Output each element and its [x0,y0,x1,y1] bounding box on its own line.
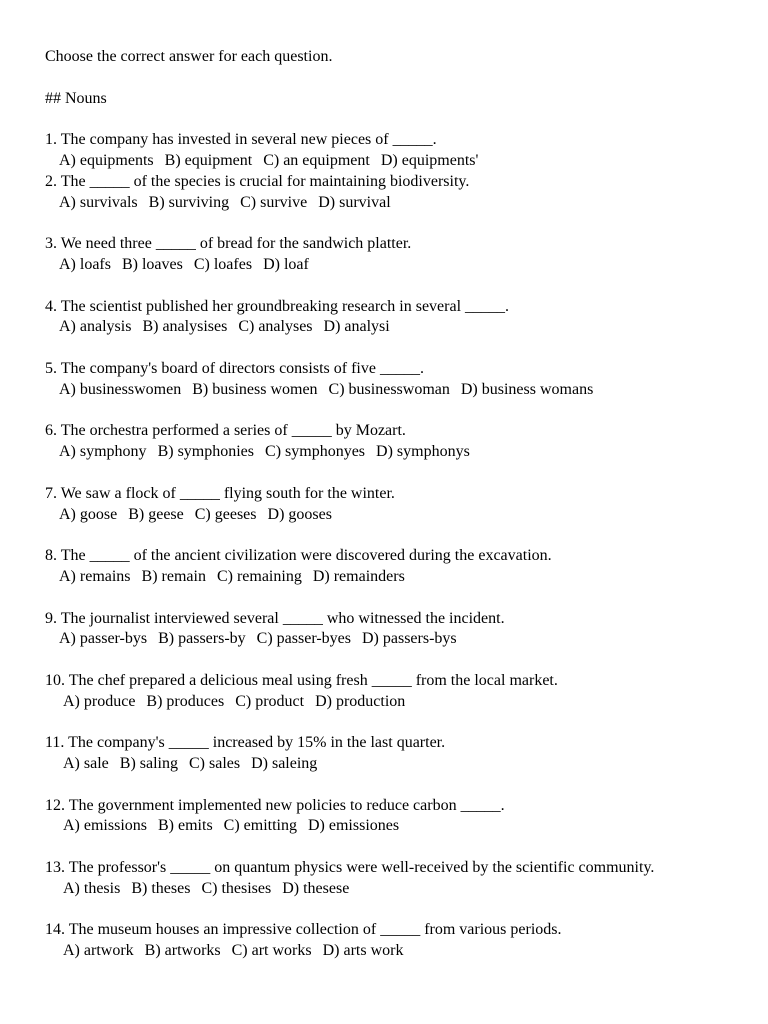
answer-option-d[interactable]: D) symphonys [376,443,470,461]
spacer [45,109,745,130]
answer-option-a[interactable]: A) symphony [59,443,147,461]
answer-option-b[interactable]: B) business women [192,380,318,398]
answer-option-d[interactable]: D) passers-bys [361,630,457,648]
answer-option-b[interactable]: B) surviving [148,193,230,211]
answer-option-a[interactable]: A) sale [63,755,109,773]
answer-option-a[interactable]: A) businesswomen [59,380,182,398]
answer-options [45,380,745,401]
spacer [45,401,745,422]
answer-options [45,629,745,650]
answer-option-b[interactable]: B) artworks [144,942,221,960]
answer-option-c[interactable]: C) art works [231,942,312,960]
question-7 [45,484,745,526]
spacer [45,338,745,359]
question-text: 8. The _____ of the ancient civilization were discovered during the excavation. [45,547,552,565]
answer-option-b[interactable]: B) analysises [142,318,228,336]
question-9 [45,609,745,651]
question-text: 3. We need three _____ of bread for the sandwich platter. [45,235,412,253]
answer-option-c[interactable]: C) remaining [216,567,302,585]
spacer [45,68,745,89]
answer-option-a[interactable]: A) loafs [59,255,111,273]
question-10 [45,671,745,713]
answer-option-b[interactable]: B) loaves [121,255,183,273]
section-heading: ## Nouns [45,89,107,107]
answer-option-c[interactable]: C) survive [240,193,308,211]
question-text: 9. The journalist interviewed several _____ who witnessed the incident. [45,609,505,627]
answer-option-a[interactable]: A) equipments [59,151,154,169]
answer-option-a[interactable]: A) remains [59,567,131,585]
question-text: 6. The orchestra performed a series of _____ by Mozart. [45,422,406,440]
spacer [45,213,745,234]
answer-option-d[interactable]: D) saleing [251,755,318,773]
question-text: 14. The museum houses an impressive collection of _____ from various periods. [45,921,562,939]
question-5 [45,359,745,401]
answer-option-d[interactable]: D) thesese [282,879,350,897]
answer-options [45,879,745,900]
answer-option-b[interactable]: B) symphonies [157,443,255,461]
answer-option-d[interactable]: D) remainders [312,567,405,585]
spacer [45,775,745,796]
question-1 [45,130,745,172]
question-text: 2. The _____ of the species is crucial for maintaining biodiversity. [45,172,470,190]
answer-option-d[interactable]: D) survival [318,193,391,211]
worksheet [45,47,745,962]
answer-option-c[interactable]: C) passer-byes [256,630,351,648]
answer-options [45,816,745,837]
spacer [45,525,745,546]
answer-option-a[interactable]: A) survivals [59,193,138,211]
answer-options [45,505,745,526]
question-2 [45,172,745,214]
question-text: 12. The government implemented new policies to reduce carbon _____. [45,796,505,814]
answer-options [45,193,745,214]
answer-options [45,692,745,713]
question-text: 10. The chef prepared a delicious meal using fresh _____ from the local market. [45,671,558,689]
answer-option-c[interactable]: C) geeses [194,505,257,523]
spacer [45,276,745,297]
question-text: 1. The company has invested in several new pieces of _____. [45,131,437,149]
answer-options [45,442,745,463]
answer-option-c[interactable]: C) sales [188,755,241,773]
answer-options [45,567,745,588]
question-text: 13. The professor's _____ on quantum physics were well-received by the scientific community. [45,859,655,877]
answer-option-b[interactable]: B) saling [119,755,178,773]
answer-option-a[interactable]: A) artwork [63,942,134,960]
answer-option-c[interactable]: C) businesswoman [328,380,450,398]
answer-option-a[interactable]: A) goose [59,505,118,523]
answer-option-a[interactable]: A) thesis [63,879,121,897]
answer-option-d[interactable]: D) analysi [323,318,390,336]
question-14 [45,920,745,962]
question-11 [45,733,745,775]
question-list [45,130,745,962]
spacer [45,713,745,734]
answer-option-c[interactable]: C) thesises [201,879,272,897]
question-3 [45,234,745,276]
answer-option-c[interactable]: C) an equipment [263,151,370,169]
question-6 [45,421,745,463]
answer-option-b[interactable]: B) emits [158,817,213,835]
answer-option-a[interactable]: A) analysis [59,318,132,336]
question-8 [45,546,745,588]
answer-option-d[interactable]: D) gooses [267,505,332,523]
answer-option-b[interactable]: B) passers-by [158,630,246,648]
question-text: 11. The company's _____ increased by 15% in the last quarter. [45,734,446,752]
question-4 [45,297,745,339]
question-text: 7. We saw a flock of _____ flying south for the winter. [45,484,395,502]
answer-option-d[interactable]: D) emissiones [308,817,400,835]
question-text: 4. The scientist published her groundbreaking research in several _____. [45,297,510,315]
answer-option-b[interactable]: B) equipment [164,151,253,169]
answer-options [45,151,745,172]
instruction-text: Choose the correct answer for each question. [45,48,333,65]
answer-options [45,754,745,775]
answer-option-d[interactable]: D) production [315,692,406,710]
answer-option-b[interactable]: B) theses [131,879,191,897]
answer-option-a[interactable]: A) passer-bys [59,630,148,648]
answer-option-c[interactable]: C) analyses [238,318,313,336]
question-12 [45,796,745,838]
spacer [45,837,745,858]
answer-option-d[interactable]: D) equipments' [380,151,479,169]
answer-option-c[interactable]: C) product [235,692,305,710]
answer-option-d[interactable]: D) business womans [460,380,594,398]
answer-options [45,317,745,338]
answer-option-b[interactable]: B) remain [141,567,206,585]
spacer [45,650,745,671]
question-text: 5. The company's board of directors consists of five _____. [45,359,424,377]
spacer [45,463,745,484]
answer-option-d[interactable]: D) loaf [263,255,309,273]
answer-option-b[interactable]: B) geese [128,505,184,523]
answer-option-c[interactable]: C) emitting [223,817,297,835]
answer-options [45,941,745,962]
answer-option-a[interactable]: A) produce [63,692,136,710]
answer-option-a[interactable]: A) emissions [63,817,147,835]
spacer [45,900,745,921]
spacer [45,588,745,609]
answer-option-b[interactable]: B) produces [146,692,225,710]
answer-option-d[interactable]: D) arts work [322,942,404,960]
answer-option-c[interactable]: C) loafes [193,255,253,273]
question-13 [45,858,745,900]
answer-option-c[interactable]: C) symphonyes [265,443,366,461]
answer-options [45,255,745,276]
